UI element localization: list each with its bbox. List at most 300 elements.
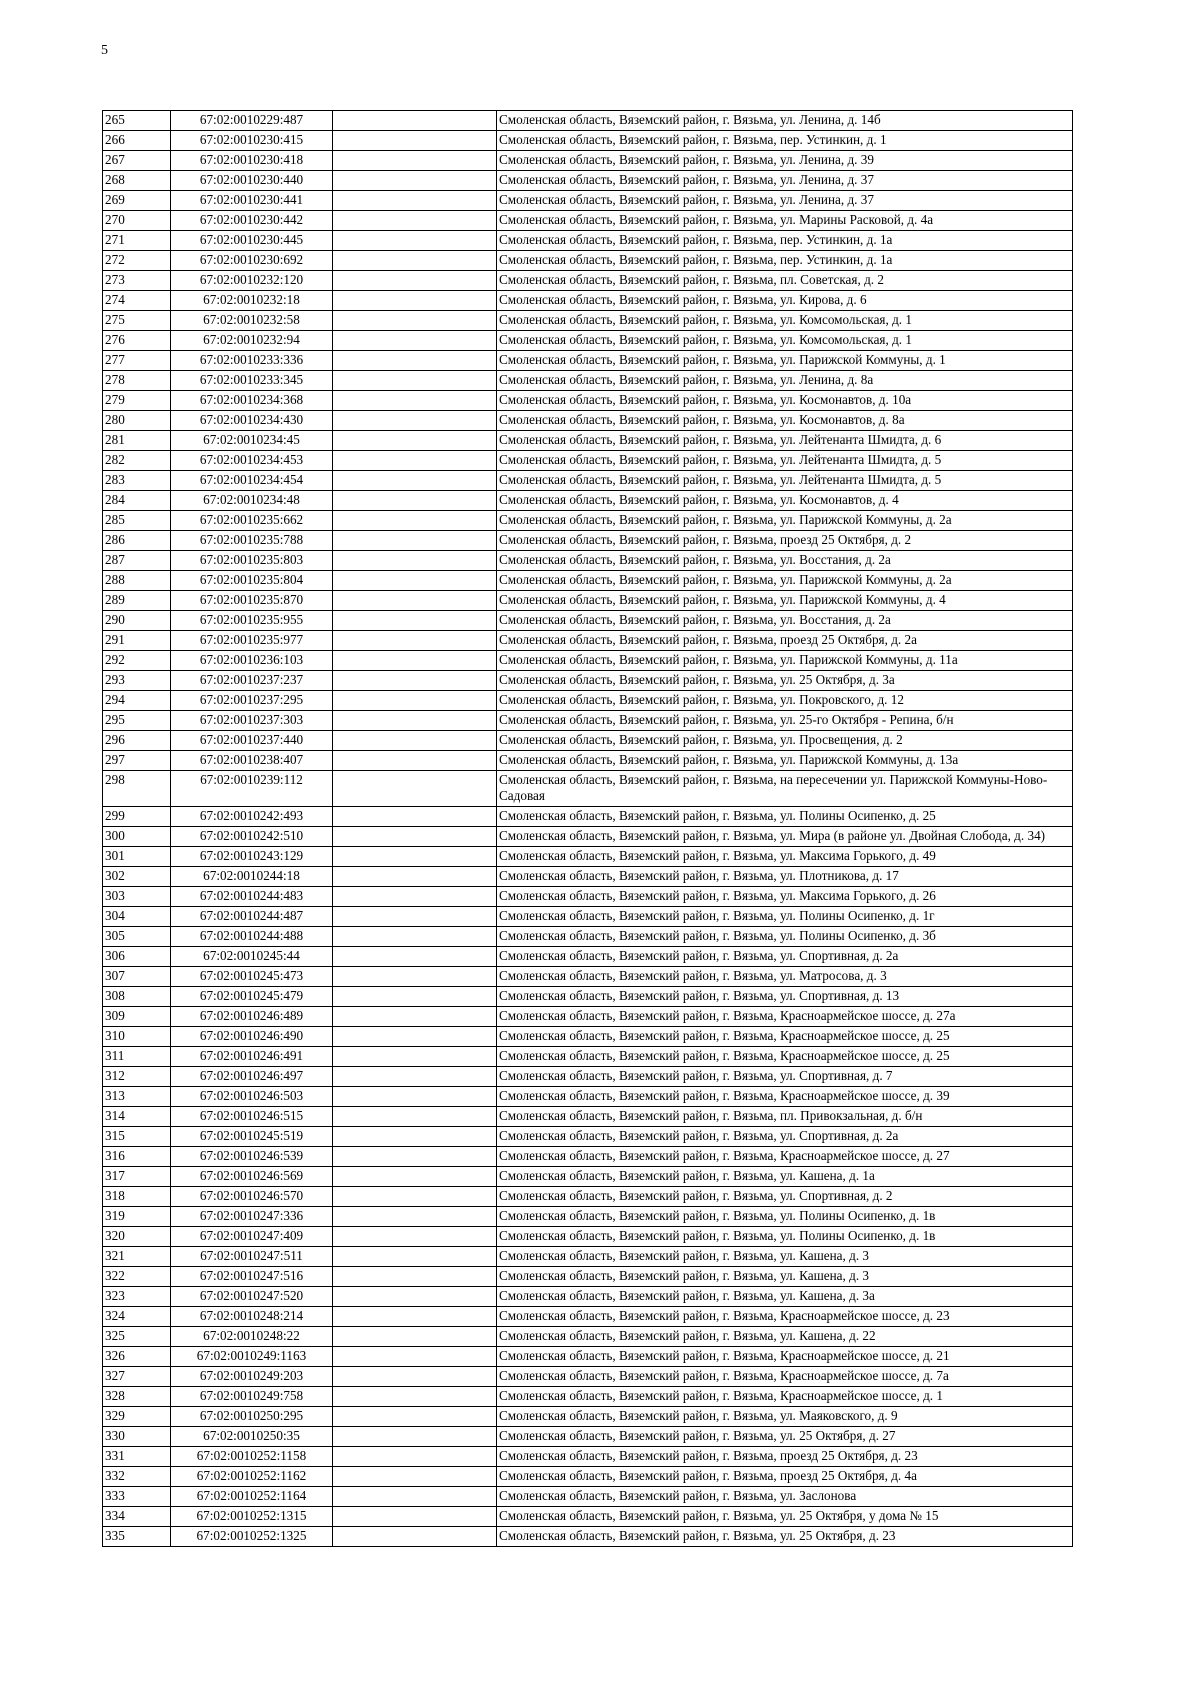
address-cell: Смоленская область, Вяземский район, г. Вязьма, ул. Лейтенанта Шмидта, д. 6	[497, 431, 1073, 451]
address-cell: Смоленская область, Вяземский район, г. Вязьма, ул. Полины Осипенко, д. 1г	[497, 907, 1073, 927]
empty-cell	[333, 1427, 497, 1447]
cadastral-number-cell: 67:02:0010234:48	[171, 491, 333, 511]
table-row	[103, 967, 1073, 987]
empty-cell	[333, 731, 497, 751]
table-row	[103, 1087, 1073, 1107]
address-cell: Смоленская область, Вяземский район, г. Вязьма, пер. Устинкин, д. 1а	[497, 231, 1073, 251]
empty-cell	[333, 1267, 497, 1287]
row-number-cell: 334	[103, 1507, 171, 1527]
address-cell: Смоленская область, Вяземский район, г. Вязьма, ул. 25 Октября, д. 27	[497, 1427, 1073, 1447]
cadastral-number-cell: 67:02:0010245:44	[171, 947, 333, 967]
cadastral-number-cell: 67:02:0010247:336	[171, 1207, 333, 1227]
row-number-cell: 290	[103, 611, 171, 631]
table-row	[103, 1107, 1073, 1127]
table-row	[103, 311, 1073, 331]
row-number-cell: 321	[103, 1247, 171, 1267]
table-row	[103, 251, 1073, 271]
address-cell: Смоленская область, Вяземский район, г. Вязьма, ул. Просвещения, д. 2	[497, 731, 1073, 751]
table-row	[103, 151, 1073, 171]
table-row	[103, 1067, 1073, 1087]
table-row	[103, 191, 1073, 211]
table-row	[103, 987, 1073, 1007]
empty-cell	[333, 1047, 497, 1067]
address-cell: Смоленская область, Вяземский район, г. Вязьма, пл. Советская, д. 2	[497, 271, 1073, 291]
cadastral-number-cell: 67:02:0010252:1164	[171, 1487, 333, 1507]
address-cell: Смоленская область, Вяземский район, г. Вязьма, ул. Кирова, д. 6	[497, 291, 1073, 311]
cadastral-number-cell: 67:02:0010252:1162	[171, 1467, 333, 1487]
empty-cell	[333, 1007, 497, 1027]
empty-cell	[333, 751, 497, 771]
address-cell: Смоленская область, Вяземский район, г. Вязьма, ул. Спортивная, д. 2а	[497, 947, 1073, 967]
row-number-cell: 267	[103, 151, 171, 171]
address-cell: Смоленская область, Вяземский район, г. Вязьма, ул. Комсомольская, д. 1	[497, 311, 1073, 331]
cadastral-number-cell: 67:02:0010232:120	[171, 271, 333, 291]
table-row	[103, 807, 1073, 827]
cadastral-number-cell: 67:02:0010235:662	[171, 511, 333, 531]
empty-cell	[333, 391, 497, 411]
table-row	[103, 1487, 1073, 1507]
address-cell: Смоленская область, Вяземский район, г. Вязьма, ул. 25-го Октября - Репина, б/н	[497, 711, 1073, 731]
address-cell: Смоленская область, Вяземский район, г. Вязьма, ул. Лейтенанта Шмидта, д. 5	[497, 451, 1073, 471]
cadastral-number-cell: 67:02:0010235:803	[171, 551, 333, 571]
empty-cell	[333, 1527, 497, 1547]
cadastral-number-cell: 67:02:0010248:22	[171, 1327, 333, 1347]
row-number-cell: 289	[103, 591, 171, 611]
cadastral-number-cell: 67:02:0010234:430	[171, 411, 333, 431]
empty-cell	[333, 251, 497, 271]
empty-cell	[333, 291, 497, 311]
table-row	[103, 1207, 1073, 1227]
cadastral-number-cell: 67:02:0010248:214	[171, 1307, 333, 1327]
row-number-cell: 305	[103, 927, 171, 947]
table-row	[103, 1527, 1073, 1547]
row-number-cell: 324	[103, 1307, 171, 1327]
row-number-cell: 304	[103, 907, 171, 927]
row-number-cell: 276	[103, 331, 171, 351]
cadastral-number-cell: 67:02:0010243:129	[171, 847, 333, 867]
empty-cell	[333, 847, 497, 867]
row-number-cell: 322	[103, 1267, 171, 1287]
cadastral-number-cell: 67:02:0010235:788	[171, 531, 333, 551]
empty-cell	[333, 927, 497, 947]
empty-cell	[333, 1147, 497, 1167]
row-number-cell: 268	[103, 171, 171, 191]
empty-cell	[333, 331, 497, 351]
table-row	[103, 887, 1073, 907]
row-number-cell: 295	[103, 711, 171, 731]
cadastral-number-cell: 67:02:0010246:490	[171, 1027, 333, 1047]
empty-cell	[333, 211, 497, 231]
empty-cell	[333, 807, 497, 827]
address-cell: Смоленская область, Вяземский район, г. Вязьма, проезд 25 Октября, д. 2	[497, 531, 1073, 551]
row-number-cell: 299	[103, 807, 171, 827]
cadastral-number-cell: 67:02:0010246:489	[171, 1007, 333, 1027]
table-row	[103, 1367, 1073, 1387]
row-number-cell: 277	[103, 351, 171, 371]
empty-cell	[333, 231, 497, 251]
address-cell: Смоленская область, Вяземский район, г. Вязьма, ул. Комсомольская, д. 1	[497, 331, 1073, 351]
cadastral-number-cell: 67:02:0010229:487	[171, 111, 333, 131]
cadastral-number-cell: 67:02:0010250:295	[171, 1407, 333, 1427]
empty-cell	[333, 431, 497, 451]
cadastral-number-cell: 67:02:0010245:473	[171, 967, 333, 987]
row-number-cell: 316	[103, 1147, 171, 1167]
table-row	[103, 907, 1073, 927]
cadastral-number-cell: 67:02:0010234:45	[171, 431, 333, 451]
row-number-cell: 319	[103, 1207, 171, 1227]
land-plot-table	[102, 110, 1073, 1547]
address-cell: Смоленская область, Вяземский район, г. Вязьма, ул. Максима Горького, д. 26	[497, 887, 1073, 907]
cadastral-number-cell: 67:02:0010235:804	[171, 571, 333, 591]
empty-cell	[333, 1447, 497, 1467]
table-row	[103, 431, 1073, 451]
table-row	[103, 331, 1073, 351]
table-row	[103, 551, 1073, 571]
address-cell: Смоленская область, Вяземский район, г. Вязьма, ул. Полины Осипенко, д. 3б	[497, 927, 1073, 947]
row-number-cell: 329	[103, 1407, 171, 1427]
empty-cell	[333, 151, 497, 171]
address-cell: Смоленская область, Вяземский район, г. Вязьма, ул. Маяковского, д. 9	[497, 1407, 1073, 1427]
empty-cell	[333, 271, 497, 291]
address-cell: Смоленская область, Вяземский район, г. Вязьма, ул. Полины Осипенко, д. 25	[497, 807, 1073, 827]
table-row	[103, 847, 1073, 867]
table-row	[103, 451, 1073, 471]
table-row	[103, 511, 1073, 531]
table-row	[103, 131, 1073, 151]
empty-cell	[333, 351, 497, 371]
address-cell: Смоленская область, Вяземский район, г. Вязьма, проезд 25 Октября, д. 2а	[497, 631, 1073, 651]
row-number-cell: 273	[103, 271, 171, 291]
row-number-cell: 269	[103, 191, 171, 211]
cadastral-number-cell: 67:02:0010249:1163	[171, 1347, 333, 1367]
row-number-cell: 320	[103, 1227, 171, 1247]
cadastral-number-cell: 67:02:0010244:483	[171, 887, 333, 907]
address-cell: Смоленская область, Вяземский район, г. Вязьма, ул. Ленина, д. 14б	[497, 111, 1073, 131]
cadastral-number-cell: 67:02:0010232:58	[171, 311, 333, 331]
row-number-cell: 328	[103, 1387, 171, 1407]
address-cell: Смоленская область, Вяземский район, г. Вязьма, ул. Кашена, д. 3	[497, 1267, 1073, 1287]
row-number-cell: 333	[103, 1487, 171, 1507]
address-cell: Смоленская область, Вяземский район, г. Вязьма, ул. Матросова, д. 3	[497, 967, 1073, 987]
table-row	[103, 671, 1073, 691]
row-number-cell: 271	[103, 231, 171, 251]
row-number-cell: 314	[103, 1107, 171, 1127]
address-cell: Смоленская область, Вяземский район, г. Вязьма, ул. Ленина, д. 39	[497, 151, 1073, 171]
empty-cell	[333, 1307, 497, 1327]
row-number-cell: 315	[103, 1127, 171, 1147]
cadastral-number-cell: 67:02:0010244:18	[171, 867, 333, 887]
table-row	[103, 631, 1073, 651]
cadastral-number-cell: 67:02:0010252:1158	[171, 1447, 333, 1467]
row-number-cell: 298	[103, 771, 171, 807]
address-cell: Смоленская область, Вяземский район, г. Вязьма, ул. Покровского, д. 12	[497, 691, 1073, 711]
address-cell: Смоленская область, Вяземский район, г. Вязьма, Красноармейское шоссе, д. 23	[497, 1307, 1073, 1327]
table-row	[103, 591, 1073, 611]
table-row	[103, 611, 1073, 631]
cadastral-number-cell: 67:02:0010246:570	[171, 1187, 333, 1207]
cadastral-number-cell: 67:02:0010242:510	[171, 827, 333, 847]
empty-cell	[333, 967, 497, 987]
address-cell: Смоленская область, Вяземский район, г. Вязьма, ул. Спортивная, д. 2а	[497, 1127, 1073, 1147]
cadastral-number-cell: 67:02:0010245:519	[171, 1127, 333, 1147]
table-row	[103, 111, 1073, 131]
cadastral-number-cell: 67:02:0010249:758	[171, 1387, 333, 1407]
cadastral-number-cell: 67:02:0010230:418	[171, 151, 333, 171]
table-row	[103, 291, 1073, 311]
empty-cell	[333, 947, 497, 967]
cadastral-number-cell: 67:02:0010237:295	[171, 691, 333, 711]
address-cell: Смоленская область, Вяземский район, г. Вязьма, ул. Ленина, д. 37	[497, 191, 1073, 211]
empty-cell	[333, 1107, 497, 1127]
row-number-cell: 309	[103, 1007, 171, 1027]
empty-cell	[333, 1327, 497, 1347]
table-row	[103, 211, 1073, 231]
cadastral-number-cell: 67:02:0010235:870	[171, 591, 333, 611]
table-row	[103, 571, 1073, 591]
cadastral-number-cell: 67:02:0010244:488	[171, 927, 333, 947]
address-cell: Смоленская область, Вяземский район, г. Вязьма, Красноармейское шоссе, д. 25	[497, 1027, 1073, 1047]
table-row	[103, 1047, 1073, 1067]
address-cell: Смоленская область, Вяземский район, г. Вязьма, ул. Парижской Коммуны, д. 2а	[497, 571, 1073, 591]
table-row	[103, 471, 1073, 491]
row-number-cell: 275	[103, 311, 171, 331]
table-row	[103, 771, 1073, 807]
empty-cell	[333, 411, 497, 431]
cadastral-number-cell: 67:02:0010237:303	[171, 711, 333, 731]
row-number-cell: 318	[103, 1187, 171, 1207]
address-cell: Смоленская область, Вяземский район, г. Вязьма, ул. Заслонова	[497, 1487, 1073, 1507]
table-row	[103, 927, 1073, 947]
cadastral-number-cell: 67:02:0010236:103	[171, 651, 333, 671]
cadastral-number-cell: 67:02:0010247:511	[171, 1247, 333, 1267]
address-cell: Смоленская область, Вяземский район, г. Вязьма, проезд 25 Октября, д. 23	[497, 1447, 1073, 1467]
empty-cell	[333, 1027, 497, 1047]
row-number-cell: 300	[103, 827, 171, 847]
row-number-cell: 335	[103, 1527, 171, 1547]
row-number-cell: 296	[103, 731, 171, 751]
cadastral-number-cell: 67:02:0010245:479	[171, 987, 333, 1007]
cadastral-number-cell: 67:02:0010235:977	[171, 631, 333, 651]
table-row	[103, 1347, 1073, 1367]
table-row	[103, 947, 1073, 967]
cadastral-number-cell: 67:02:0010237:237	[171, 671, 333, 691]
address-cell: Смоленская область, Вяземский район, г. Вязьма, ул. Полины Осипенко, д. 1в	[497, 1207, 1073, 1227]
row-number-cell: 274	[103, 291, 171, 311]
row-number-cell: 302	[103, 867, 171, 887]
row-number-cell: 325	[103, 1327, 171, 1347]
empty-cell	[333, 1487, 497, 1507]
cadastral-number-cell: 67:02:0010235:955	[171, 611, 333, 631]
row-number-cell: 313	[103, 1087, 171, 1107]
empty-cell	[333, 1167, 497, 1187]
row-number-cell: 266	[103, 131, 171, 151]
address-cell: Смоленская область, Вяземский район, г. Вязьма, ул. 25 Октября, д. 3а	[497, 671, 1073, 691]
empty-cell	[333, 1207, 497, 1227]
empty-cell	[333, 1347, 497, 1367]
table-row	[103, 1467, 1073, 1487]
empty-cell	[333, 571, 497, 591]
empty-cell	[333, 611, 497, 631]
empty-cell	[333, 131, 497, 151]
empty-cell	[333, 867, 497, 887]
row-number-cell: 282	[103, 451, 171, 471]
empty-cell	[333, 371, 497, 391]
empty-cell	[333, 691, 497, 711]
table-row	[103, 531, 1073, 551]
cadastral-number-cell: 67:02:0010239:112	[171, 771, 333, 807]
address-cell: Смоленская область, Вяземский район, г. Вязьма, ул. Плотникова, д. 17	[497, 867, 1073, 887]
row-number-cell: 301	[103, 847, 171, 867]
empty-cell	[333, 1087, 497, 1107]
empty-cell	[333, 551, 497, 571]
cadastral-number-cell: 67:02:0010246:539	[171, 1147, 333, 1167]
table-row	[103, 651, 1073, 671]
cadastral-number-cell: 67:02:0010230:441	[171, 191, 333, 211]
row-number-cell: 307	[103, 967, 171, 987]
empty-cell	[333, 907, 497, 927]
table-row	[103, 1427, 1073, 1447]
table-row	[103, 1027, 1073, 1047]
empty-cell	[333, 111, 497, 131]
address-cell: Смоленская область, Вяземский район, г. Вязьма, ул. Космонавтов, д. 8а	[497, 411, 1073, 431]
cadastral-number-cell: 67:02:0010246:503	[171, 1087, 333, 1107]
table-row	[103, 351, 1073, 371]
cadastral-number-cell: 67:02:0010230:445	[171, 231, 333, 251]
empty-cell	[333, 451, 497, 471]
cadastral-number-cell: 67:02:0010234:454	[171, 471, 333, 491]
table-row	[103, 751, 1073, 771]
table-row	[103, 1447, 1073, 1467]
row-number-cell: 265	[103, 111, 171, 131]
row-number-cell: 285	[103, 511, 171, 531]
cadastral-number-cell: 67:02:0010233:345	[171, 371, 333, 391]
empty-cell	[333, 1067, 497, 1087]
address-cell: Смоленская область, Вяземский район, г. Вязьма, на пересечении ул. Парижской Коммуны-Ново-Садовая	[497, 771, 1073, 807]
address-cell: Смоленская область, Вяземский район, г. Вязьма, Красноармейское шоссе, д. 1	[497, 1387, 1073, 1407]
empty-cell	[333, 531, 497, 551]
table-row	[103, 391, 1073, 411]
cadastral-number-cell: 67:02:0010246:497	[171, 1067, 333, 1087]
cadastral-number-cell: 67:02:0010237:440	[171, 731, 333, 751]
table-row	[103, 1307, 1073, 1327]
address-cell: Смоленская область, Вяземский район, г. Вязьма, ул. Кашена, д. 3	[497, 1247, 1073, 1267]
table-row	[103, 171, 1073, 191]
table-row	[103, 867, 1073, 887]
row-number-cell: 283	[103, 471, 171, 491]
cadastral-number-cell: 67:02:0010247:516	[171, 1267, 333, 1287]
row-number-cell: 311	[103, 1047, 171, 1067]
row-number-cell: 272	[103, 251, 171, 271]
row-number-cell: 317	[103, 1167, 171, 1187]
row-number-cell: 278	[103, 371, 171, 391]
cadastral-number-cell: 67:02:0010247:520	[171, 1287, 333, 1307]
address-cell: Смоленская область, Вяземский район, г. Вязьма, ул. 25 Октября, д. 23	[497, 1527, 1073, 1547]
row-number-cell: 308	[103, 987, 171, 1007]
row-number-cell: 303	[103, 887, 171, 907]
empty-cell	[333, 1287, 497, 1307]
cadastral-number-cell: 67:02:0010230:415	[171, 131, 333, 151]
table-row	[103, 1267, 1073, 1287]
row-number-cell: 286	[103, 531, 171, 551]
cadastral-number-cell: 67:02:0010252:1325	[171, 1527, 333, 1547]
table-row	[103, 1127, 1073, 1147]
address-cell: Смоленская область, Вяземский район, г. Вязьма, пер. Устинкин, д. 1	[497, 131, 1073, 151]
empty-cell	[333, 711, 497, 731]
empty-cell	[333, 1467, 497, 1487]
address-cell: Смоленская область, Вяземский район, г. Вязьма, ул. Кашена, д. 1а	[497, 1167, 1073, 1187]
empty-cell	[333, 651, 497, 671]
address-cell: Смоленская область, Вяземский район, г. Вязьма, ул. Парижской Коммуны, д. 1	[497, 351, 1073, 371]
row-number-cell: 280	[103, 411, 171, 431]
cadastral-number-cell: 67:02:0010246:515	[171, 1107, 333, 1127]
table-row	[103, 691, 1073, 711]
empty-cell	[333, 1387, 497, 1407]
cadastral-number-cell: 67:02:0010244:487	[171, 907, 333, 927]
row-number-cell: 293	[103, 671, 171, 691]
table-row	[103, 1007, 1073, 1027]
empty-cell	[333, 1127, 497, 1147]
cadastral-number-cell: 67:02:0010252:1315	[171, 1507, 333, 1527]
address-cell: Смоленская область, Вяземский район, г. Вязьма, Красноармейское шоссе, д. 39	[497, 1087, 1073, 1107]
cadastral-number-cell: 67:02:0010234:453	[171, 451, 333, 471]
cadastral-number-cell: 67:02:0010242:493	[171, 807, 333, 827]
address-cell: Смоленская область, Вяземский район, г. Вязьма, Красноармейское шоссе, д. 27а	[497, 1007, 1073, 1027]
address-cell: Смоленская область, Вяземский район, г. Вязьма, ул. Парижской Коммуны, д. 11а	[497, 651, 1073, 671]
table-body	[103, 111, 1073, 1547]
address-cell: Смоленская область, Вяземский район, г. Вязьма, ул. Спортивная, д. 7	[497, 1067, 1073, 1087]
cadastral-number-cell: 67:02:0010230:440	[171, 171, 333, 191]
address-cell: Смоленская область, Вяземский район, г. Вязьма, ул. Космонавтов, д. 4	[497, 491, 1073, 511]
address-cell: Смоленская область, Вяземский район, г. Вязьма, ул. Восстания, д. 2а	[497, 551, 1073, 571]
empty-cell	[333, 1187, 497, 1207]
table-row	[103, 1167, 1073, 1187]
empty-cell	[333, 171, 497, 191]
cadastral-number-cell: 67:02:0010250:35	[171, 1427, 333, 1447]
address-cell: Смоленская область, Вяземский район, г. Вязьма, проезд 25 Октября, д. 4а	[497, 1467, 1073, 1487]
row-number-cell: 326	[103, 1347, 171, 1367]
address-cell: Смоленская область, Вяземский район, г. Вязьма, ул. Спортивная, д. 13	[497, 987, 1073, 1007]
empty-cell	[333, 491, 497, 511]
cadastral-number-cell: 67:02:0010234:368	[171, 391, 333, 411]
address-cell: Смоленская область, Вяземский район, г. Вязьма, ул. Кашена, д. 22	[497, 1327, 1073, 1347]
row-number-cell: 297	[103, 751, 171, 771]
table-row	[103, 1327, 1073, 1347]
row-number-cell: 291	[103, 631, 171, 651]
cadastral-number-cell: 67:02:0010246:569	[171, 1167, 333, 1187]
empty-cell	[333, 1407, 497, 1427]
cadastral-number-cell: 67:02:0010238:407	[171, 751, 333, 771]
empty-cell	[333, 827, 497, 847]
cadastral-number-cell: 67:02:0010246:491	[171, 1047, 333, 1067]
table-row	[103, 1147, 1073, 1167]
cadastral-number-cell: 67:02:0010233:336	[171, 351, 333, 371]
cadastral-number-cell: 67:02:0010232:18	[171, 291, 333, 311]
address-cell: Смоленская область, Вяземский район, г. Вязьма, ул. 25 Октября, у дома № 15	[497, 1507, 1073, 1527]
row-number-cell: 287	[103, 551, 171, 571]
empty-cell	[333, 191, 497, 211]
empty-cell	[333, 471, 497, 491]
empty-cell	[333, 771, 497, 807]
empty-cell	[333, 987, 497, 1007]
empty-cell	[333, 1247, 497, 1267]
table-row	[103, 371, 1073, 391]
cadastral-number-cell: 67:02:0010232:94	[171, 331, 333, 351]
address-cell: Смоленская область, Вяземский район, г. Вязьма, ул. Спортивная, д. 2	[497, 1187, 1073, 1207]
empty-cell	[333, 1507, 497, 1527]
empty-cell	[333, 1227, 497, 1247]
row-number-cell: 294	[103, 691, 171, 711]
table-row	[103, 1407, 1073, 1427]
